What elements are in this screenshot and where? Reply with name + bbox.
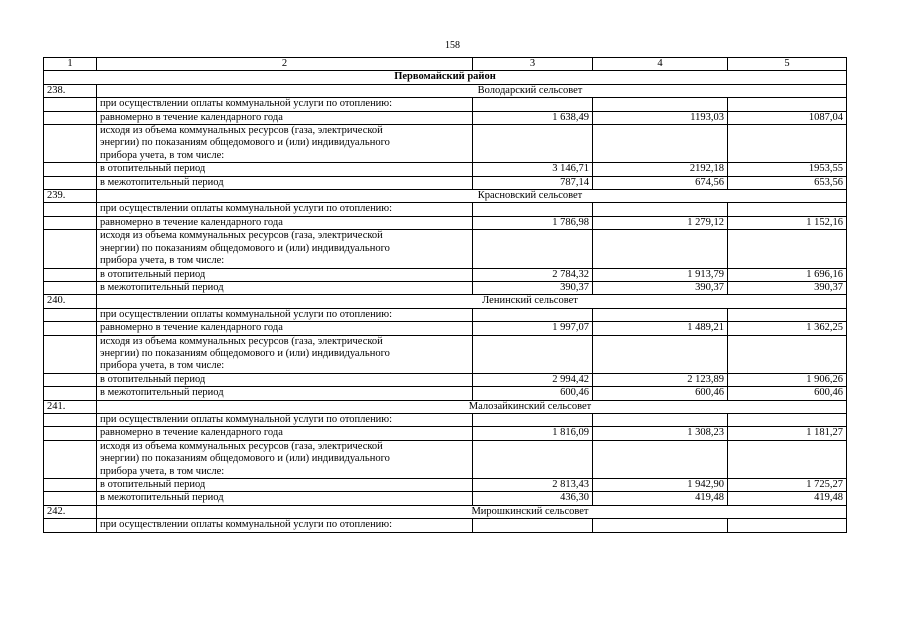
value-cell: 390,37 [728, 281, 847, 294]
value-cell: 2192,18 [593, 163, 728, 176]
meter-label-line: энергии) по показаниям общедомового и (или) индивидуального [100, 137, 390, 149]
meter-label-line: прибора учета, в том числе: [100, 255, 225, 267]
table-row [44, 440, 847, 478]
value-cell: 1 696,16 [728, 268, 847, 281]
heating-intro-label: при осуществлении оплаты коммунальной услуги по отоплению: [97, 308, 473, 321]
settlement-name: Малозайкинский сельсовет [97, 400, 847, 413]
meter-label-line: прибора учета, в том числе: [100, 149, 225, 161]
table-row [44, 268, 847, 281]
value-cell: 674,56 [593, 176, 728, 189]
table-row [44, 203, 847, 216]
settlement-number: 242. [44, 505, 97, 518]
value-cell: 2 784,32 [473, 268, 593, 281]
tariff-table [43, 57, 847, 533]
settlement-name: Ленинский сельсовет [97, 295, 847, 308]
settlement-name: Володарский сельсовет [97, 84, 847, 97]
table-row [44, 163, 847, 176]
district-title: Первомайский район [44, 71, 847, 84]
meter-label [97, 440, 473, 478]
meter-label-line: исходя из объема коммунальных ресурсов (газа, электрической [100, 440, 383, 452]
settlement-header-row [44, 400, 847, 413]
header-cell: 5 [728, 58, 847, 71]
meter-label-line: энергии) по показаниям общедомового и (или) индивидуального [100, 242, 390, 254]
value-cell: 1 725,27 [728, 479, 847, 492]
interheating-label: в межотопительный период [97, 176, 473, 189]
value-cell: 2 123,89 [593, 373, 728, 386]
value-cell: 419,48 [728, 492, 847, 505]
table-row [44, 413, 847, 426]
table-row [44, 308, 847, 321]
meter-label [97, 230, 473, 268]
value-cell: 2 813,43 [473, 479, 593, 492]
settlement-number: 241. [44, 400, 97, 413]
value-cell: 1 786,98 [473, 216, 593, 229]
table-row [44, 176, 847, 189]
value-cell: 1087,04 [728, 111, 847, 124]
value-cell: 1 489,21 [593, 322, 728, 335]
table-row [44, 492, 847, 505]
value-cell: 436,30 [473, 492, 593, 505]
meter-label [97, 125, 473, 163]
table-row [44, 98, 847, 111]
value-cell: 600,46 [728, 387, 847, 400]
settlement-header-row [44, 295, 847, 308]
heating-intro-label: при осуществлении оплаты коммунальной услуги по отоплению: [97, 519, 473, 532]
value-cell: 1 638,49 [473, 111, 593, 124]
value-cell: 1 308,23 [593, 427, 728, 440]
table-row [44, 427, 847, 440]
table-row [44, 125, 847, 163]
table-row [44, 373, 847, 386]
header-cell: 2 [97, 58, 473, 71]
value-cell: 1 181,27 [728, 427, 847, 440]
value-cell: 1 816,09 [473, 427, 593, 440]
value-cell: 653,56 [728, 176, 847, 189]
table-row [44, 230, 847, 268]
meter-label-line: исходя из объема коммунальных ресурсов (газа, электрической [100, 230, 383, 242]
meter-label-line: прибора учета, в том числе: [100, 360, 225, 372]
settlement-header-row [44, 84, 847, 97]
district-row [44, 71, 847, 84]
settlement-number: 238. [44, 84, 97, 97]
value-cell: 1 279,12 [593, 216, 728, 229]
meter-label-line: энергии) по показаниям общедомового и (или) индивидуального [100, 347, 390, 359]
interheating-label: в межотопительный период [97, 492, 473, 505]
value-cell: 1953,55 [728, 163, 847, 176]
interheating-label: в межотопительный период [97, 387, 473, 400]
table-row [44, 479, 847, 492]
heating-label: в отопительный период [97, 163, 473, 176]
value-cell: 1 906,26 [728, 373, 847, 386]
table-row [44, 387, 847, 400]
header-cell: 1 [44, 58, 97, 71]
page-number: 158 [445, 40, 460, 51]
heating-label: в отопительный период [97, 268, 473, 281]
value-cell: 1 913,79 [593, 268, 728, 281]
heating-intro-label: при осуществлении оплаты коммунальной услуги по отоплению: [97, 98, 473, 111]
value-cell: 1 362,25 [728, 322, 847, 335]
value-cell: 3 146,71 [473, 163, 593, 176]
table-row [44, 111, 847, 124]
settlement-header-row [44, 190, 847, 203]
table-row [44, 322, 847, 335]
table-row [44, 335, 847, 373]
value-cell: 1193,03 [593, 111, 728, 124]
value-cell: 600,46 [593, 387, 728, 400]
interheating-label: в межотопительный период [97, 281, 473, 294]
meter-label-line: исходя из объема коммунальных ресурсов (газа, электрической [100, 335, 383, 347]
meter-label-line: исходя из объема коммунальных ресурсов (газа, электрической [100, 125, 383, 137]
settlement-header-row [44, 505, 847, 518]
value-cell: 600,46 [473, 387, 593, 400]
meter-label [97, 335, 473, 373]
value-cell: 1 942,90 [593, 479, 728, 492]
heating-label: в отопительный период [97, 373, 473, 386]
header-cell: 3 [473, 58, 593, 71]
heating-label: в отопительный период [97, 479, 473, 492]
uniform-label: равномерно в течение календарного года [97, 322, 473, 335]
settlement-name: Мирошкинский сельсовет [97, 505, 847, 518]
value-cell: 787,14 [473, 176, 593, 189]
header-cell: 4 [593, 58, 728, 71]
uniform-label: равномерно в течение календарного года [97, 111, 473, 124]
value-cell: 390,37 [593, 281, 728, 294]
table-row [44, 216, 847, 229]
value-cell: 390,37 [473, 281, 593, 294]
table-row [44, 281, 847, 294]
meter-label-line: прибора учета, в том числе: [100, 465, 225, 477]
value-cell: 419,48 [593, 492, 728, 505]
value-cell: 2 994,42 [473, 373, 593, 386]
table-row [44, 519, 847, 532]
meter-label-line: энергии) по показаниям общедомового и (или) индивидуального [100, 453, 390, 465]
settlement-number: 239. [44, 190, 97, 203]
uniform-label: равномерно в течение календарного года [97, 216, 473, 229]
uniform-label: равномерно в течение календарного года [97, 427, 473, 440]
value-cell: 1 152,16 [728, 216, 847, 229]
header-row [44, 58, 847, 71]
heating-intro-label: при осуществлении оплаты коммунальной услуги по отоплению: [97, 413, 473, 426]
settlement-number: 240. [44, 295, 97, 308]
settlement-name: Красновский сельсовет [97, 190, 847, 203]
heating-intro-label: при осуществлении оплаты коммунальной услуги по отоплению: [97, 203, 473, 216]
value-cell: 1 997,07 [473, 322, 593, 335]
